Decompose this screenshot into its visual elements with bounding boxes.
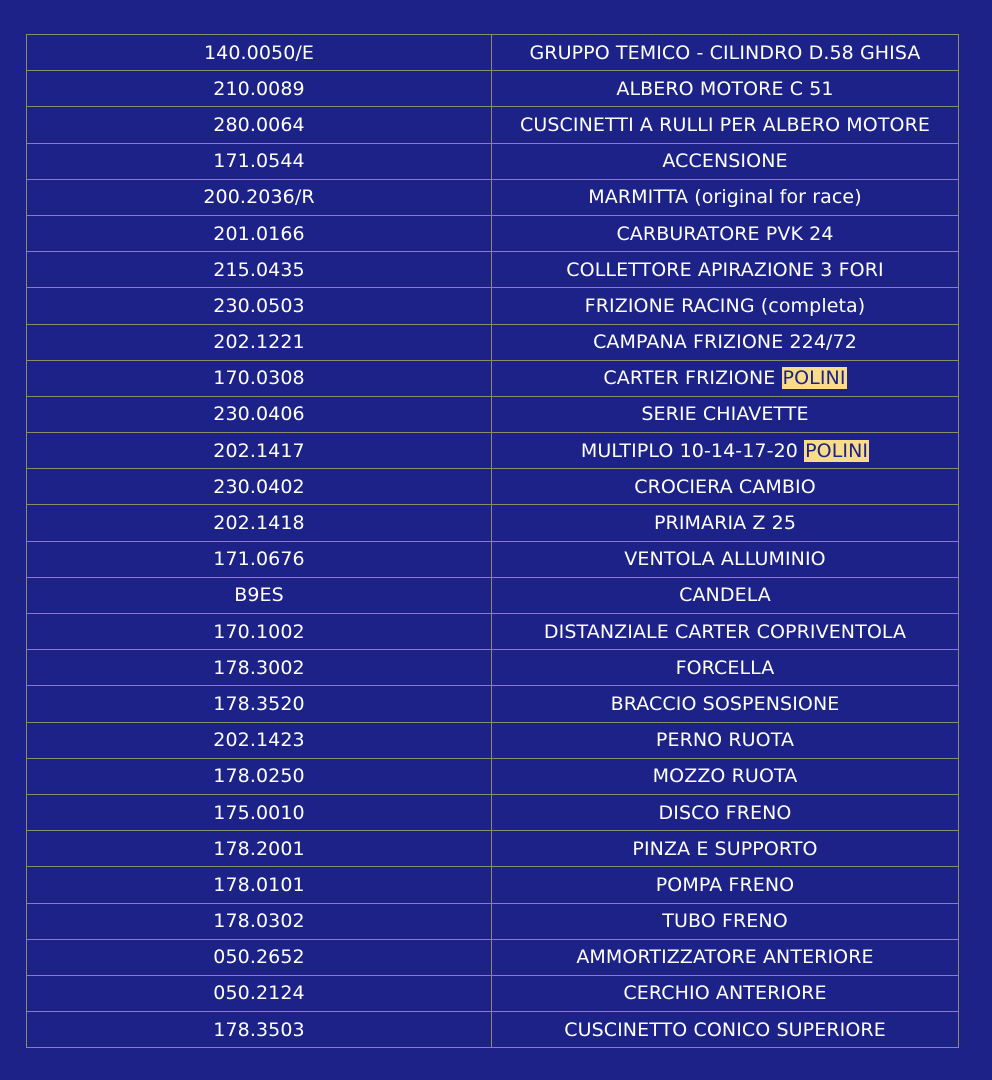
- part-code-cell: 175.0010: [27, 794, 492, 830]
- table-row: [27, 433, 959, 469]
- table-row: [27, 758, 959, 794]
- part-description-cell: [492, 758, 959, 794]
- part-code-cell: 170.0308: [27, 360, 492, 396]
- part-description-text: PERNO RUOTA: [655, 729, 795, 752]
- part-description-cell: [492, 831, 959, 867]
- part-description-cell: [492, 1012, 959, 1048]
- part-description-text: CUSCINETTI A RULLI PER ALBERO MOTORE: [519, 113, 931, 136]
- part-code-cell: 202.1418: [27, 505, 492, 541]
- table-row: [27, 541, 959, 577]
- part-description-cell: [492, 35, 959, 71]
- part-description-text: GRUPPO TEMICO - CILINDRO D.58 GHISA: [529, 41, 921, 64]
- part-code-cell: 050.2124: [27, 975, 492, 1011]
- parts-table: [26, 34, 959, 1048]
- part-description-cell: [492, 143, 959, 179]
- part-description-cell: [492, 433, 959, 469]
- part-description-text: CARBURATORE PVK 24: [616, 222, 834, 245]
- part-description-cell: [492, 179, 959, 215]
- part-description-cell: [492, 614, 959, 650]
- table-row: [27, 794, 959, 830]
- part-code-cell: 178.0101: [27, 867, 492, 903]
- part-description-text: FORCELLA: [675, 656, 775, 679]
- part-code-cell: 178.3520: [27, 686, 492, 722]
- table-row: [27, 831, 959, 867]
- parts-table-body: [27, 35, 959, 1048]
- part-description-cell: [492, 650, 959, 686]
- part-description-cell: [492, 71, 959, 107]
- table-row: [27, 360, 959, 396]
- part-code-cell: 171.0676: [27, 541, 492, 577]
- table-row: [27, 722, 959, 758]
- part-description-text: TUBO FRENO: [662, 910, 788, 933]
- part-description-cell: [492, 975, 959, 1011]
- part-description-text: CARTER FRIZIONE: [603, 367, 782, 390]
- part-description-cell: [492, 288, 959, 324]
- part-description-cell: [492, 396, 959, 432]
- part-code-cell: 178.2001: [27, 831, 492, 867]
- part-description-text: PINZA E SUPPORTO: [632, 837, 818, 860]
- part-description-cell: [492, 252, 959, 288]
- part-code-cell: 140.0050/E: [27, 35, 492, 71]
- table-row: [27, 1012, 959, 1048]
- part-code-cell: 178.3503: [27, 1012, 492, 1048]
- part-code-cell: 202.1417: [27, 433, 492, 469]
- part-description-cell: [492, 939, 959, 975]
- part-code-cell: 050.2652: [27, 939, 492, 975]
- part-description-text: DISCO FRENO: [658, 801, 792, 824]
- part-description-text: CAMPANA FRIZIONE 224/72: [593, 331, 857, 354]
- part-code-cell: 230.0402: [27, 469, 492, 505]
- part-description-cell: [492, 360, 959, 396]
- table-row: [27, 577, 959, 613]
- table-row: [27, 324, 959, 360]
- part-description-text: CERCHIO ANTERIORE: [623, 982, 827, 1005]
- table-row: [27, 939, 959, 975]
- table-row: [27, 614, 959, 650]
- part-code-cell: 178.3002: [27, 650, 492, 686]
- table-row: [27, 35, 959, 71]
- part-description-text: CUSCINETTO CONICO SUPERIORE: [564, 1018, 886, 1041]
- table-row: [27, 469, 959, 505]
- part-code-cell: 202.1423: [27, 722, 492, 758]
- part-description-cell: [492, 541, 959, 577]
- part-code-cell: 178.0302: [27, 903, 492, 939]
- part-description-cell: [492, 577, 959, 613]
- table-row: [27, 252, 959, 288]
- part-code-cell: 201.0166: [27, 215, 492, 251]
- table-row: [27, 179, 959, 215]
- part-description-text: CANDELA: [679, 584, 771, 607]
- brand-highlight: POLINI: [805, 439, 869, 462]
- part-description-text: AMMORTIZZATORE ANTERIORE: [576, 946, 874, 969]
- table-row: [27, 686, 959, 722]
- table-row: [27, 975, 959, 1011]
- brand-highlight: POLINI: [782, 367, 846, 390]
- part-description-text: BRACCIO SOSPENSIONE: [610, 692, 840, 715]
- table-row: [27, 396, 959, 432]
- part-code-cell: B9ES: [27, 577, 492, 613]
- part-code-cell: 200.2036/R: [27, 179, 492, 215]
- table-row: [27, 215, 959, 251]
- part-code-cell: 178.0250: [27, 758, 492, 794]
- part-description-text: MOZZO RUOTA: [652, 765, 798, 788]
- table-row: [27, 107, 959, 143]
- part-description-text: FRIZIONE RACING (completa): [584, 294, 866, 317]
- table-row: [27, 903, 959, 939]
- part-description-text: MARMITTA (original for race): [588, 186, 862, 209]
- table-row: [27, 143, 959, 179]
- part-code-cell: 215.0435: [27, 252, 492, 288]
- part-description-text: POMPA FRENO: [655, 873, 795, 896]
- part-description-cell: [492, 686, 959, 722]
- table-row: [27, 71, 959, 107]
- table-row: [27, 867, 959, 903]
- part-code-cell: 210.0089: [27, 71, 492, 107]
- part-description-text: ACCENSIONE: [662, 150, 788, 173]
- part-description-text: COLLETTORE APIRAZIONE 3 FORI: [566, 258, 884, 281]
- part-description-cell: [492, 903, 959, 939]
- part-description-text: MULTIPLO 10-14-17-20: [580, 439, 805, 462]
- part-description-cell: [492, 469, 959, 505]
- part-code-cell: 230.0503: [27, 288, 492, 324]
- table-row: [27, 505, 959, 541]
- part-description-cell: [492, 867, 959, 903]
- part-description-text: ALBERO MOTORE C 51: [616, 77, 834, 100]
- part-code-cell: 230.0406: [27, 396, 492, 432]
- part-description-cell: [492, 505, 959, 541]
- part-description-cell: [492, 215, 959, 251]
- part-description-cell: [492, 794, 959, 830]
- table-row: [27, 288, 959, 324]
- part-description-text: DISTANZIALE CARTER COPRIVENTOLA: [543, 620, 907, 643]
- part-code-cell: 170.1002: [27, 614, 492, 650]
- part-code-cell: 280.0064: [27, 107, 492, 143]
- part-description-cell: [492, 722, 959, 758]
- part-description-cell: [492, 107, 959, 143]
- part-code-cell: 171.0544: [27, 143, 492, 179]
- part-description-cell: [492, 324, 959, 360]
- part-description-text: PRIMARIA Z 25: [653, 512, 797, 535]
- part-description-text: SERIE CHIAVETTE: [641, 403, 809, 426]
- part-description-text: VENTOLA ALLUMINIO: [624, 548, 826, 571]
- table-row: [27, 650, 959, 686]
- part-code-cell: 202.1221: [27, 324, 492, 360]
- part-description-text: CROCIERA CAMBIO: [634, 475, 816, 498]
